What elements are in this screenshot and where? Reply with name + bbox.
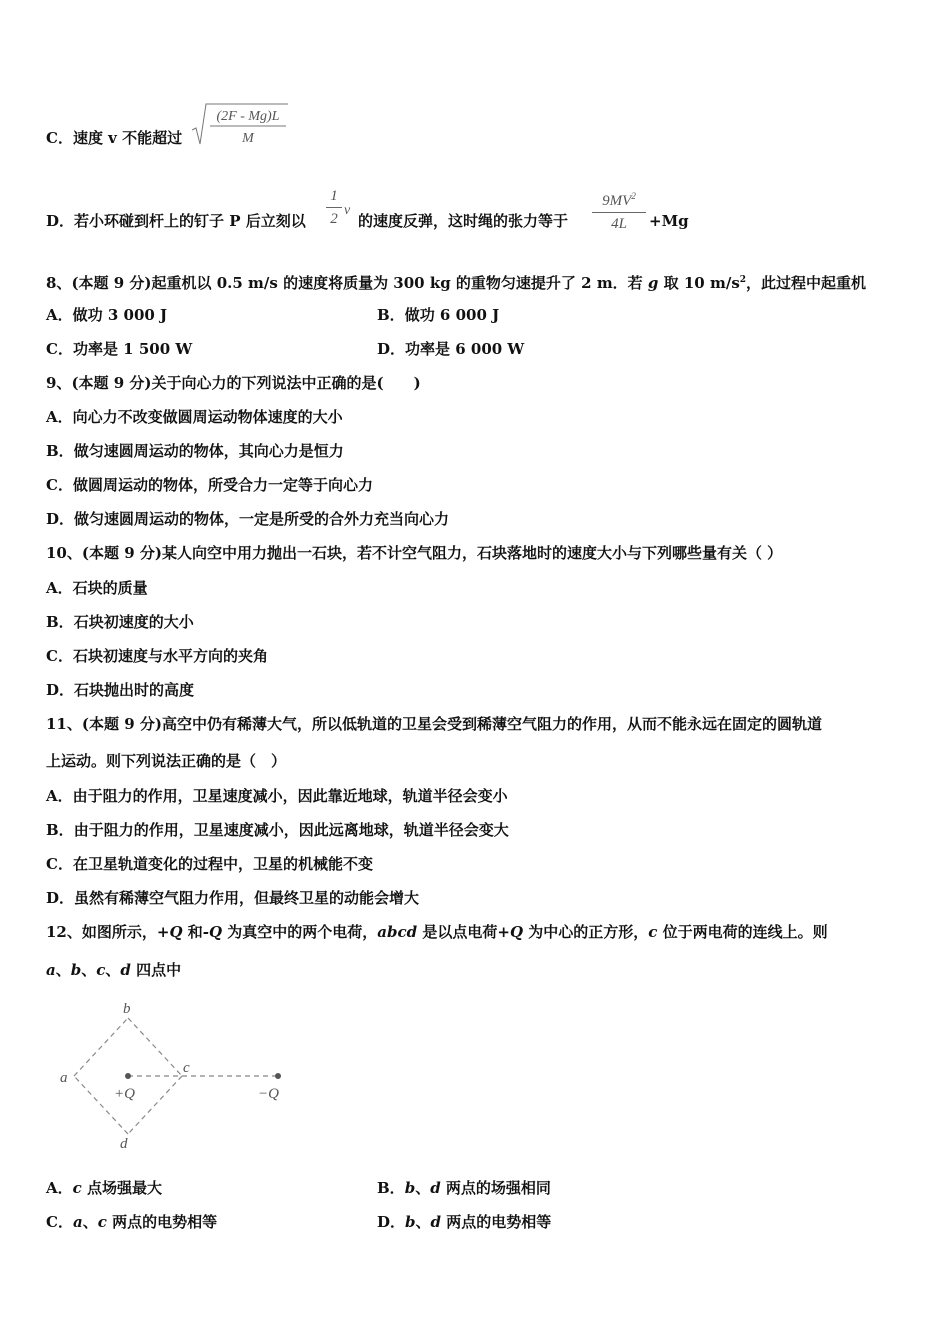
q10-option-a[interactable]: A．石块的质量 <box>46 579 148 597</box>
q9-option-d[interactable]: D．做匀速圆周运动的物体，一定是所受的合外力充当向心力 <box>46 510 450 528</box>
q7-option-d-part3: +Mg <box>649 212 689 230</box>
q8-option-d[interactable]: D．功率是 6 000 W <box>377 340 525 358</box>
question-number: 8、 <box>46 274 72 292</box>
label-plus-q: +Q <box>114 1086 135 1102</box>
q11-option-a[interactable]: A．由于阻力的作用，卫星速度减小，因此靠近地球，轨道半径会变小 <box>46 787 508 805</box>
q7-option-c <box>46 128 182 148</box>
q11-option-d[interactable]: D．虽然有稀薄空气阻力作用，但最终卫星的动能会增大 <box>46 889 420 907</box>
q10-stem: 10、(本题 9 分)某人向空中用力抛出一石块，若不计空气阻力，石块落地时的速度大小与下列哪些量有关（ ） <box>46 544 783 562</box>
q11-stem-line1: 11、(本题 9 分)高空中仍有稀薄大气，所以低轨道的卫星会受到稀薄空气阻力的作用，从而不能永远在固定的圆轨道 <box>46 715 822 733</box>
q11-stem-line2: 上运动。则下列说法正确的是（ ） <box>46 752 287 770</box>
fraction-denominator: 4L <box>611 216 627 232</box>
fraction-numerator: 1 <box>330 188 338 204</box>
square-abcd <box>74 1018 278 1134</box>
q8-option-c[interactable]: C．功率是 1 500 W <box>46 340 193 358</box>
question-number: 9、 <box>46 374 72 392</box>
sqrt-numerator: (2F - Mg)L <box>216 109 280 124</box>
q9-option-b[interactable]: B．做匀速圆周运动的物体，其向心力是恒力 <box>46 442 344 460</box>
q7-option-d-part1 <box>46 211 306 231</box>
option-text: 速度 v 不能超过 <box>72 129 183 147</box>
q11-option-c[interactable]: C．在卫星轨道变化的过程中，卫星的机械能不变 <box>46 855 373 873</box>
q10-option-d[interactable]: D．石块抛出时的高度 <box>46 681 195 699</box>
fraction-denominator: 2 <box>330 211 338 227</box>
q12-option-a[interactable]: A．c 点场强最大 <box>46 1179 163 1197</box>
q12-stem-line1: 12、如图所示，+Q 和-Q 为真空中的两个电荷，abcd 是以点电荷+Q 为中心的正方形，c 位于两电荷的连线上。则 <box>46 923 828 941</box>
sqrt-denominator: M <box>242 131 254 146</box>
q12-option-d[interactable]: D．b、d 两点的电势相等 <box>377 1213 552 1231</box>
velocity-symbol: v <box>344 203 351 218</box>
label-d: d <box>120 1136 128 1152</box>
label-minus-q: −Q <box>258 1086 279 1102</box>
option-label: C． <box>46 129 73 147</box>
question-number: 11、 <box>46 715 82 733</box>
tension-fraction <box>592 187 646 233</box>
option-text: 若小环碰到杆上的钉子 P 后立刻以 <box>74 212 306 230</box>
q9-stem: 9、(本题 9 分)关于向心力的下列说法中正确的是( ) <box>46 374 421 392</box>
q7-option-d-part2: 的速度反弹，这时绳的张力等于 <box>358 212 569 230</box>
q9-option-c[interactable]: C．做圆周运动的物体，所受合力一定等于向心力 <box>46 476 373 494</box>
label-c: c <box>183 1060 190 1076</box>
q11-option-b[interactable]: B．由于阻力的作用，卫星速度减小，因此远离地球，轨道半径会变大 <box>46 821 509 839</box>
q8-stem: 8、(本题 9 分)起重机以 0.5 m/s 的速度将质量为 300 kg 的重物匀速提升了 2 m．若 g 取 10 $m/s^2$，此过程中起重机 <box>46 274 867 292</box>
sqrt-expression <box>190 100 290 148</box>
question-number: 12、 <box>46 923 82 941</box>
positive-charge <box>125 1073 131 1079</box>
half-fraction <box>326 187 342 228</box>
label-b: b <box>123 1001 131 1017</box>
question-number: 10、 <box>46 544 82 562</box>
q9-option-a[interactable]: A．向心力不改变做圆周运动物体速度的大小 <box>46 408 343 426</box>
q12-option-b[interactable]: B．b、d 两点的场强相同 <box>377 1179 551 1197</box>
negative-charge <box>275 1073 281 1079</box>
label-a: a <box>60 1070 68 1086</box>
q10-option-c[interactable]: C．石块初速度与水平方向的夹角 <box>46 647 268 665</box>
q10-option-b[interactable]: B．石块初速度的大小 <box>46 613 194 631</box>
q8-option-b[interactable]: B．做功 6 000 J <box>377 306 500 324</box>
q12-stem-line2: a、b、c、d 四点中 <box>46 961 182 979</box>
charges-figure <box>50 1000 300 1155</box>
q8-option-a[interactable]: A．做功 3 000 J <box>46 306 168 324</box>
option-label: D． <box>46 212 75 230</box>
q12-option-c[interactable]: C．a、c 两点的电势相等 <box>46 1213 218 1231</box>
fraction-numerator: $9MV^2$ <box>602 191 636 209</box>
